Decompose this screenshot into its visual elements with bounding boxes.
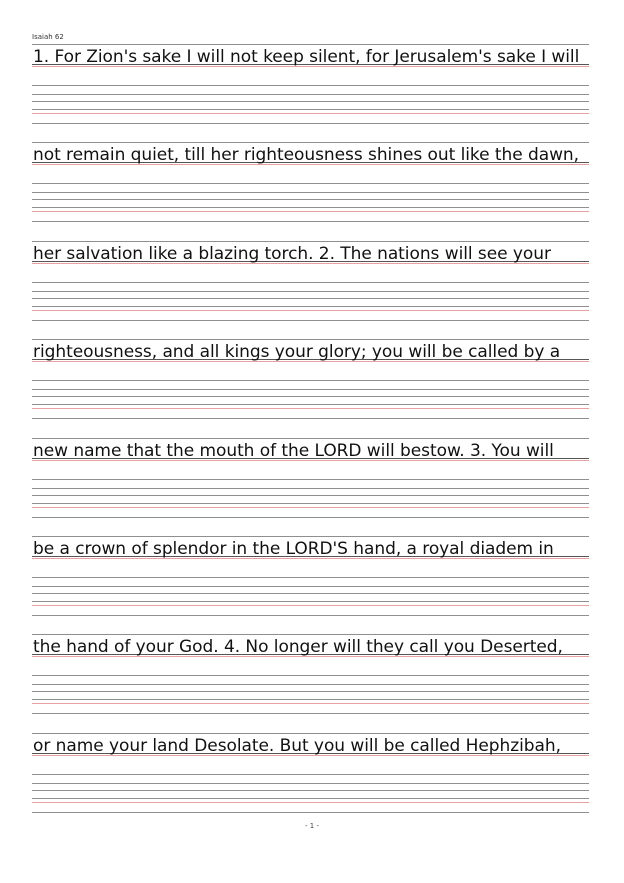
verse-text-line: the hand of your God. 4. No longer will they call you Deserted,	[33, 637, 563, 657]
verse-text-line: not remain quiet, till her righteousness shines out like the dawn,	[33, 145, 580, 165]
ruling-line	[32, 507, 589, 508]
ruling-line	[32, 577, 589, 578]
ruling-line	[32, 479, 589, 480]
ruling-line	[32, 802, 589, 803]
ruling-line	[32, 199, 589, 200]
ruling-line	[32, 94, 589, 95]
verse-text-line: 1. For Zion's sake I will not keep silent, for Jerusalem's sake I will	[33, 47, 580, 67]
ruling-line	[32, 495, 589, 496]
ruling-line	[32, 183, 589, 184]
ruling-line	[32, 790, 589, 791]
ruling-line	[32, 418, 589, 419]
ruling-line	[32, 615, 589, 616]
ruling-line	[32, 109, 589, 110]
ruling-line	[32, 703, 589, 704]
ruling-line	[32, 783, 589, 784]
page-header: Isaiah 62	[32, 33, 64, 41]
verse-text-line: or name your land Desolate. But you will be called Hephzibah,	[33, 736, 561, 756]
ruling-line	[32, 380, 589, 381]
ruling-line	[32, 593, 589, 594]
ruling-line	[32, 221, 589, 222]
ruling-line	[32, 675, 589, 676]
ruling-line	[32, 192, 589, 193]
ruling-line	[32, 634, 589, 635]
ruling-line	[32, 408, 589, 409]
ruling-line	[32, 517, 589, 518]
ruling-line	[32, 282, 589, 283]
ruling-line	[32, 291, 589, 292]
ruling-line	[32, 713, 589, 714]
ruling-line	[32, 699, 589, 700]
ruling-line	[32, 798, 589, 799]
ruling-line	[32, 85, 589, 86]
ruling-line	[32, 438, 589, 439]
ruling-line	[32, 211, 589, 212]
ruling-line	[32, 101, 589, 102]
ruling-line	[32, 684, 589, 685]
ruling-line	[32, 586, 589, 587]
ruling-line	[32, 605, 589, 606]
ruling-line	[32, 207, 589, 208]
ruling-line	[32, 298, 589, 299]
ruling-line	[32, 320, 589, 321]
ruling-line	[32, 601, 589, 602]
ruling-line	[32, 389, 589, 390]
ruling-line	[32, 123, 589, 124]
ruling-line	[32, 503, 589, 504]
ruling-line	[32, 536, 589, 537]
ruling-line	[32, 310, 589, 311]
verse-text-line: be a crown of splendor in the LORD'S hand, a royal diadem in	[33, 539, 554, 559]
page-number: - 1 -	[305, 822, 319, 830]
ruling-line	[32, 774, 589, 775]
ruling-line	[32, 404, 589, 405]
ruling-line	[32, 733, 589, 734]
ruling-line	[32, 691, 589, 692]
ruling-line	[32, 44, 589, 45]
verse-text-line: her salvation like a blazing torch. 2. The nations will see your	[33, 244, 551, 264]
ruling-line	[32, 306, 589, 307]
ruling-line	[32, 113, 589, 114]
ruling-line	[32, 396, 589, 397]
verse-text-line: righteousness, and all kings your glory; you will be called by a	[33, 342, 561, 362]
ruling-line	[32, 241, 589, 242]
ruling-line	[32, 339, 589, 340]
ruling-line	[32, 488, 589, 489]
ruling-line	[32, 142, 589, 143]
verse-text-line: new name that the mouth of the LORD will bestow. 3. You will	[33, 441, 554, 461]
ruling-line	[32, 812, 589, 813]
